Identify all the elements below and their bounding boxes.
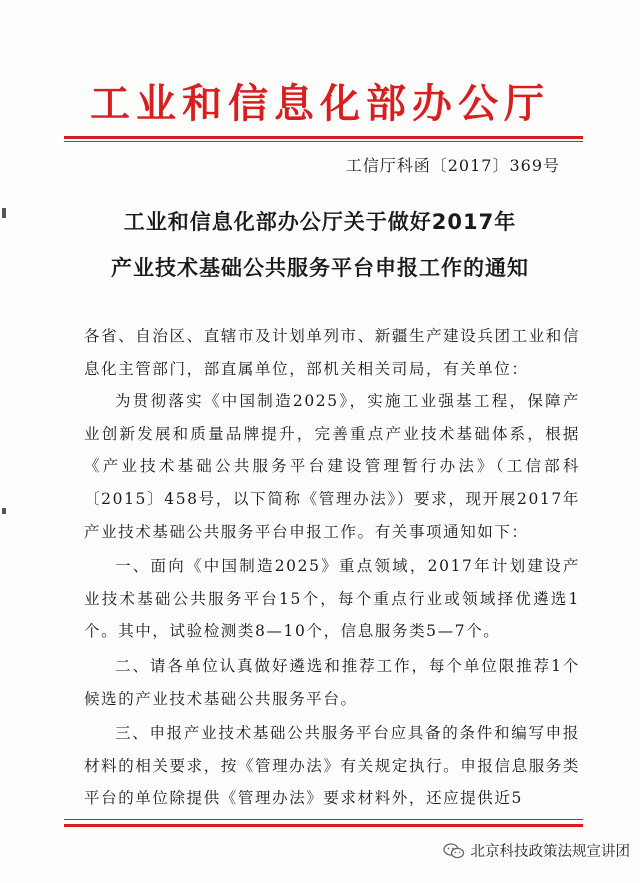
account-watermark: [443, 840, 631, 861]
document-body: [84, 320, 580, 815]
addressees-paragraph: 各省、自治区、直辖市及计划单列市、新疆生产建设兵团工业和信息化主管部门，部直属单位，部机关相关司局，有关单位：: [84, 327, 580, 378]
document-title-line-1: 工业和信息化部办公厅关于做好2017年: [123, 210, 517, 234]
item-1-paragraph: 一、面向《中国制造2025》重点领域，2017年计划建设产业技术基础公共服务平台15个，每个重点行业或领域择优遴选1个。其中，试验检测类8—10个，信息服务类5—7个。: [84, 557, 580, 641]
wechat-icon: [443, 843, 465, 859]
letterhead-rule-thick: [64, 136, 583, 139]
document-title-line-2: 产业技术基础公共服务平台申报工作的通知: [111, 256, 529, 280]
item-2-paragraph: 二、请各单位认真做好遴选和推荐工作，每个单位限推荐1个候选的产业技术基础公共服务平台。: [84, 656, 580, 708]
document-number: 工信厅科函〔2017〕369号: [345, 156, 560, 175]
binding-mark: [2, 508, 6, 514]
letterhead-title: 工业和信息化部办公厅: [90, 81, 550, 127]
intro-paragraph: 为贯彻落实《中国制造2025》，实施工业强基工程，保障产业创新发展和质量品牌提升，完善重点产业技术基础体系，根据《产业技术基础公共服务平台建设管理暂行办法》（工信部科〔2015〕458号，以下简称《管理办法》）要求，现开展2017年产业技术基础公共服务平台申报工作。有关事项通知如下：: [84, 392, 580, 541]
letterhead-rule-thin: [64, 141, 583, 142]
watermark-text: 北京科技政策法规宣讲团: [470, 844, 630, 860]
footer-rule-thick: [64, 824, 583, 827]
item-3-paragraph: 三、申报产业技术基础公共服务平台应具备的条件和编写申报材料的相关要求，按《管理办法》有关规定执行。申报信息服务类平台的单位除提供《管理办法》要求材料外，还应提供近5: [84, 724, 580, 808]
footer-rule-thin: [64, 819, 583, 820]
